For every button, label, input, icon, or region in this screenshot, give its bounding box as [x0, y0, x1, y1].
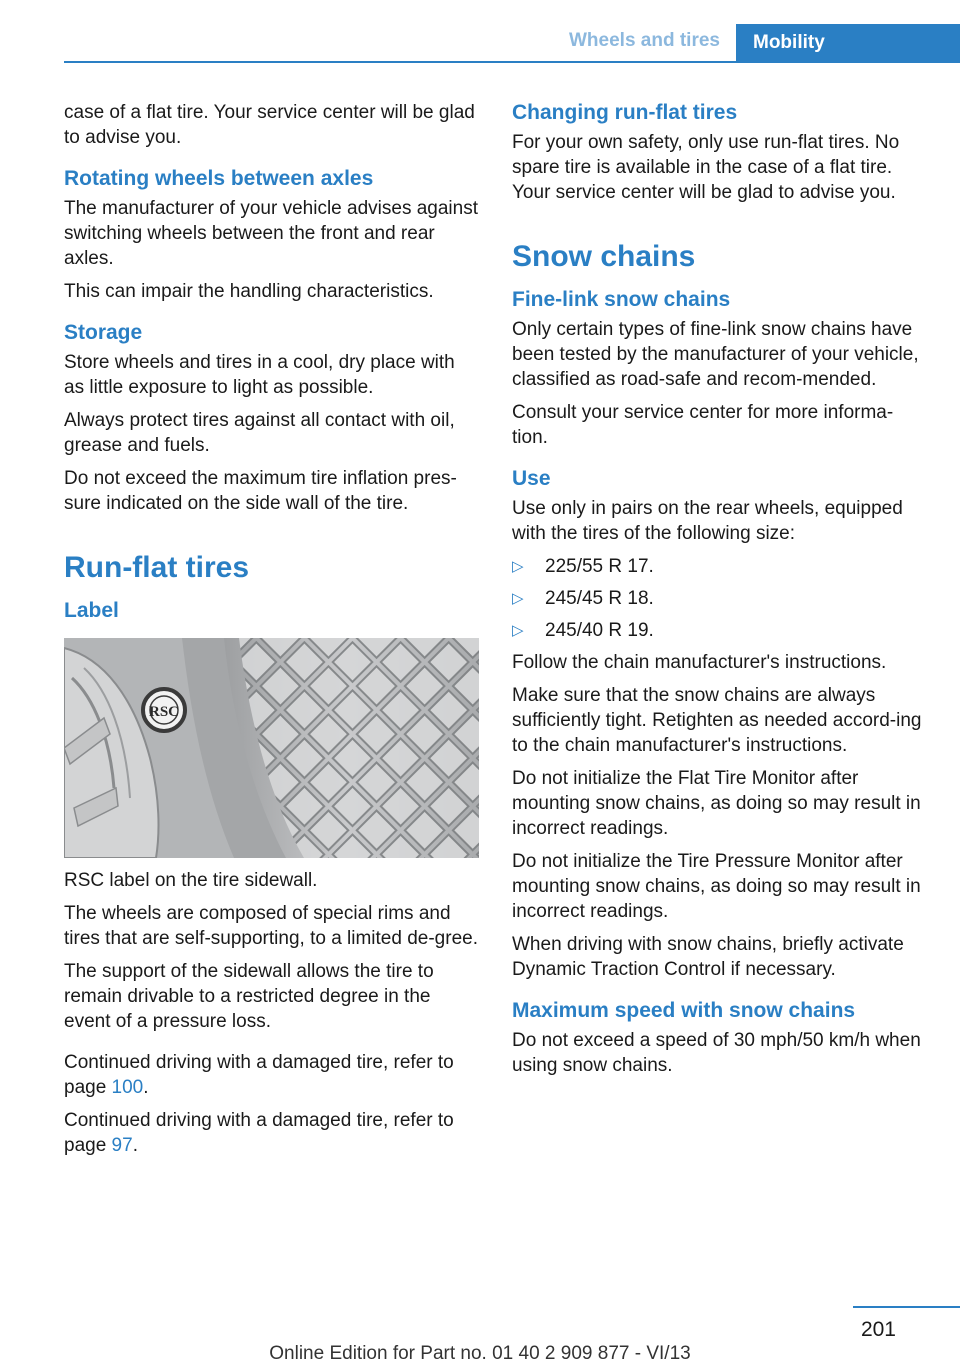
spacer [64, 1042, 479, 1050]
use-paragraph-4: Do not initialize the Flat Tire Monitor after mounting snow chains, as doing so may result in incorrect readings. [512, 768, 921, 839]
use-paragraph-2: Follow the chain manufacturer's instructions. [512, 652, 887, 673]
use-paragraph-3: Make sure that the snow chains are always sufficiently tight. Retighten as needed accord‐ing to the chain manufacturer's instructions. [512, 685, 922, 756]
tire-illustration [64, 638, 479, 858]
page-link-97[interactable]: 97 [111, 1135, 133, 1156]
tire-size-list [512, 554, 928, 643]
rotating-heading: Rotating wheels between axles [64, 167, 374, 190]
rsc-logo-icon: RSC [148, 704, 180, 720]
reference-paragraph-1 [64, 1050, 479, 1100]
fine-link-heading: Fine-link snow chains [512, 288, 731, 311]
intro-paragraph: case of a flat tire. Your service center will be glad to advise you. [64, 102, 475, 148]
page-link-100[interactable]: 100 [111, 1077, 144, 1098]
tire-size: 245/40 R 19. [545, 620, 654, 641]
tire-size: 225/55 R 17. [545, 556, 654, 577]
fine-link-paragraph-1: Only certain types of fine-link snow chains have been tested by the manufacturer of your vehicle, classified as road-safe and recom‐mended. [512, 319, 919, 390]
triangle-bullet-icon: ▷ [512, 590, 524, 607]
runflat-heading: Run-flat tires [64, 551, 250, 584]
list-item [512, 554, 928, 579]
list-item [512, 618, 928, 643]
runflat-paragraph-2: The support of the sidewall allows the tire to remain drivable to a restricted degree in the event of a pressure loss. [64, 961, 434, 1032]
header-chapter-label: Mobility [753, 32, 825, 53]
header-rule [64, 61, 960, 63]
right-column [512, 100, 928, 1086]
use-paragraph-6: When driving with snow chains, briefly activate Dynamic Traction Control if necessary. [512, 934, 904, 980]
storage-paragraph-2: Always protect tires against all contact with oil, grease and fuels. [64, 410, 455, 456]
fine-link-paragraph-2: Consult your service center for more informa‐tion. [512, 402, 894, 448]
triangle-bullet-icon: ▷ [512, 622, 524, 639]
reference-text-2: Continued driving with a damaged tire, refer to page [64, 1110, 454, 1156]
rotating-paragraph-2: This can impair the handling characteristics. [64, 281, 434, 302]
tire-size: 245/45 R 18. [545, 588, 654, 609]
storage-paragraph-1: Store wheels and tires in a cool, dry place with as little exposure to light as possible. [64, 352, 455, 398]
label-heading: Label [64, 599, 119, 622]
edition-line: Online Edition for Part no. 01 40 2 909 877 - VI/13 [269, 1343, 691, 1364]
changing-paragraph: For your own safety, only use run-flat tires. No spare tire is available in the case of a flat tire. Your service center will be glad to advise you. [512, 132, 900, 203]
storage-paragraph-3: Do not exceed the maximum tire inflation pres‐sure indicated on the side wall of the tire. [64, 468, 457, 514]
left-column [64, 100, 479, 1166]
use-heading: Use [512, 467, 551, 490]
period: . [143, 1077, 149, 1098]
use-paragraph-1: Use only in pairs on the rear wheels, equipped with the tires of the following size: [512, 498, 903, 544]
rotating-paragraph-1: The manufacturer of your vehicle advises against switching wheels between the front and rear axles. [64, 198, 478, 269]
reference-text-1: Continued driving with a damaged tire, refer to page [64, 1052, 454, 1098]
use-paragraph-5: Do not initialize the Tire Pressure Monitor after mounting snow chains, as doing so may result in incorrect readings. [512, 851, 921, 922]
storage-heading: Storage [64, 321, 143, 344]
snow-chains-heading: Snow chains [512, 240, 696, 273]
footer-rule [853, 1306, 960, 1308]
header-section-title: Wheels and tires [569, 30, 720, 51]
max-speed-heading: Maximum speed with snow chains [512, 999, 856, 1022]
header-chapter-tab[interactable] [736, 24, 960, 62]
period: . [132, 1135, 138, 1156]
list-item [512, 586, 928, 611]
max-speed-paragraph: Do not exceed a speed of 30 mph/50 km/h when using snow chains. [512, 1030, 921, 1076]
changing-heading: Changing run-flat tires [512, 101, 738, 124]
page-number: 201 [860, 1318, 896, 1341]
triangle-bullet-icon: ▷ [512, 558, 524, 575]
figure-caption: RSC label on the tire sidewall. [64, 870, 318, 891]
runflat-paragraph-1: The wheels are composed of special rims and tires that are self-supporting, to a limited de‐gree. [64, 903, 478, 949]
reference-paragraph-2 [64, 1108, 479, 1158]
